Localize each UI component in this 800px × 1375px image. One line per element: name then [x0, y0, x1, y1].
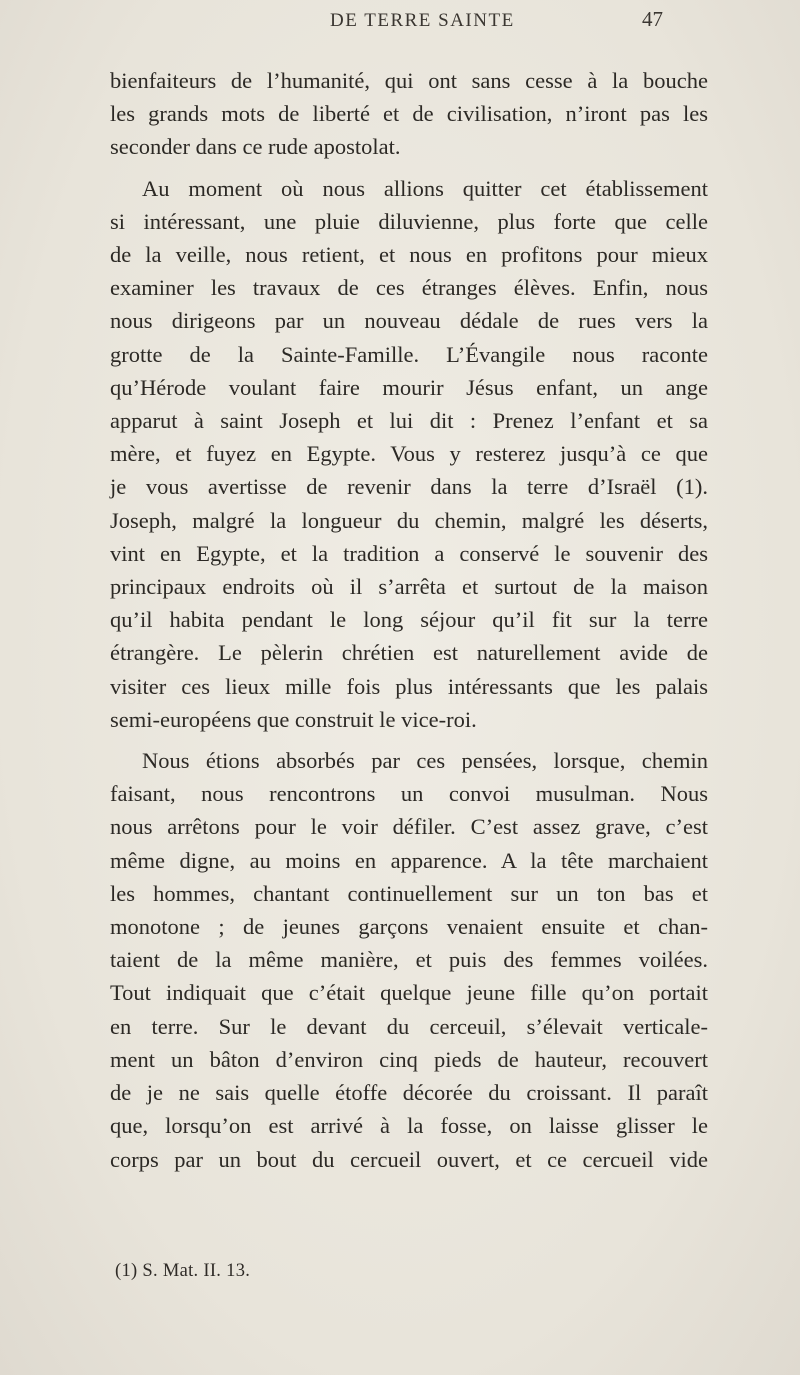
text-line: de la veille, nous retient, et nous en profitons pour mieux — [110, 242, 708, 268]
text-line: visiter ces lieux mille fois plus intéressants que les palais — [110, 673, 708, 699]
text-line: nous arrêtons pour le voir défiler. C’est assez grave, c’est — [110, 814, 708, 840]
text-line: monotone ; de jeunes garçons venaient ensuite et chan- — [110, 914, 708, 940]
paragraph-1 — [110, 64, 708, 164]
text-line: Nous étions absorbés par ces pensées, lorsque, chemin — [142, 748, 708, 774]
text-line: même digne, au moins en apparence. A la tête marchaient — [110, 847, 708, 873]
text-line: examiner les travaux de ces étranges élèves. Enfin, nous — [110, 275, 708, 301]
page-number: 47 — [642, 7, 663, 31]
text-line: grotte de la Sainte-Famille. L’Évangile nous raconte — [110, 341, 708, 367]
text-line: seconder dans ce rude apostolat. — [110, 134, 401, 160]
running-title: DE TERRE SAINTE — [330, 10, 515, 31]
text-line: les grands mots de liberté et de civilisation, n’iront pas les — [110, 101, 708, 127]
text-line: qu’Hérode voulant faire mourir Jésus enfant, un ange — [110, 374, 708, 400]
text-line: faisant, nous rencontrons un convoi musulman. Nous — [110, 781, 708, 807]
paragraph-2 — [110, 172, 708, 736]
text-line: de je ne sais quelle étoffe décorée du croissant. Il paraît — [110, 1080, 708, 1106]
text-line: Au moment où nous allions quitter cet établissement — [142, 175, 708, 201]
text-line: que, lorsqu’on est arrivé à la fosse, on laisse glisser le — [110, 1113, 708, 1139]
text-line: étrangère. Le pèlerin chrétien est naturellement avide de — [110, 640, 708, 666]
text-line: nous dirigeons par un nouveau dédale de rues vers la — [110, 308, 708, 334]
text-line: en terre. Sur le devant du cerceuil, s’élevait verticale- — [110, 1013, 708, 1039]
body-text — [110, 64, 708, 1176]
text-line: qu’il habita pendant le long séjour qu’il fit sur la terre — [110, 607, 708, 633]
text-line: semi-européens que construit le vice-roi. — [110, 706, 477, 732]
text-line: mère, et fuyez en Egypte. Vous y resterez jusqu’à ce que — [110, 441, 708, 467]
text-line: taient de la même manière, et puis des femmes voilées. — [110, 947, 708, 973]
text-line: bienfaiteurs de l’humanité, qui ont sans cesse à la bouche — [110, 68, 708, 93]
text-line: si intéressant, une pluie diluvienne, plus forte que celle — [110, 208, 708, 234]
text-line: Tout indiquait que c’était quelque jeune fille qu’on portait — [110, 980, 708, 1006]
text-line: corps par un bout du cercueil ouvert, et ce cercueil vide — [110, 1146, 708, 1172]
footnote: (1) S. Mat. II. 13. — [115, 1261, 251, 1281]
text-line: Joseph, malgré la longueur du chemin, malgré les déserts, — [110, 507, 708, 533]
text-line: apparut à saint Joseph et lui dit : Prenez l’enfant et sa — [110, 408, 708, 434]
text-line: les hommes, chantant continuellement sur un ton bas et — [110, 880, 708, 906]
text-line: vint en Egypte, et la tradition a conservé le souvenir des — [110, 540, 708, 566]
text-line: ment un bâton d’environ cinq pieds de hauteur, recouvert — [110, 1046, 708, 1072]
paragraph-3 — [110, 744, 708, 1176]
text-line: je vous avertisse de revenir dans la terre d’Israël (1). — [110, 474, 708, 500]
text-line: principaux endroits où il s’arrêta et surtout de la maison — [110, 574, 708, 600]
